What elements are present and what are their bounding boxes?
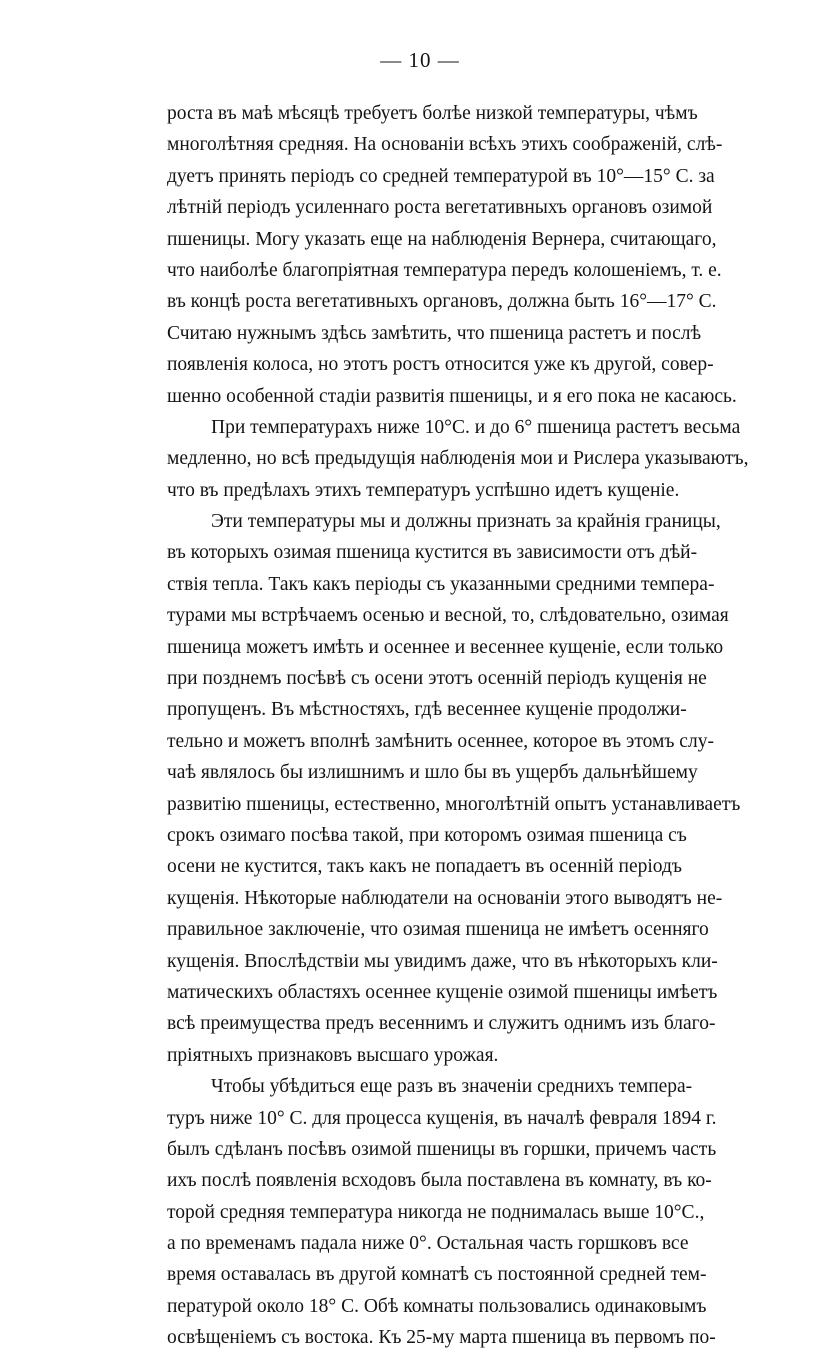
text-line: кущенія. Впослѣдствіи мы увидимъ даже, что въ нѣкоторыхъ кли- — [167, 950, 718, 972]
text-line: при позднемъ посѣвѣ съ осени этотъ осенній періодъ кущенія не — [167, 668, 707, 690]
text-line: осени не кустится, такъ какъ не попадаетъ въ осенній періодъ — [167, 856, 682, 878]
text-line: тельно и можетъ вполнѣ замѣнить осеннее, которое въ этомъ слу- — [167, 730, 714, 752]
text-line: роста въ маѣ мѣсяцѣ требуетъ болѣе низкой температуры, чѣмъ — [167, 103, 698, 124]
text-line: что въ предѣлахъ этихъ температуръ успѣшно идетъ кущеніе. — [167, 479, 680, 501]
text-line: матическихъ областяхъ осеннее кущеніе озимой пшеницы имѣетъ — [167, 981, 718, 1003]
text-line: время оставалась въ другой комнатѣ съ постоянной средней тем- — [167, 1264, 707, 1286]
text-line: Чтобы убѣдиться еще разъ въ значеніи среднихъ темпера- — [211, 1076, 693, 1098]
paragraph — [167, 506, 741, 1071]
text-line: шенно особенной стадіи развитія пшеницы, и я его пока не касаюсь. — [167, 385, 737, 407]
text-line: кущенія. Нѣкоторые наблюдатели на основаніи этого выводятъ не- — [167, 887, 723, 909]
text-line: многолѣтняя средняя. На основаніи всѣхъ этихъ соображеній, слѣ- — [167, 134, 723, 156]
page-number: — 10 — — [380, 48, 460, 72]
text-line: пшеница можетъ имѣть и осеннее и весеннее кущеніе, если только — [167, 636, 724, 658]
text-line: въ концѣ роста вегетативныхъ органовъ, должна быть 16°—17° С. — [167, 291, 717, 313]
text-line: пературой около 18° С. Обѣ комнаты пользовались одинаковымъ — [167, 1295, 707, 1317]
text-line: медленно, но всѣ предыдущія наблюденія мои и Рислера указываютъ, — [167, 448, 749, 470]
text-line: что наиболѣе благопріятная температура передъ колошеніемъ, т. е. — [167, 259, 722, 281]
text-line: развитію пшеницы, естественно, многолѣтній опытъ устанавливаетъ — [167, 793, 741, 815]
text-line: а по временамъ падала ниже 0°. Остальная часть горшковъ все — [167, 1233, 689, 1255]
text-line: ихъ послѣ появленія всходовъ была поставлена въ комнату, въ ко- — [167, 1170, 712, 1192]
text-line: былъ сдѣланъ посѣвъ озимой пшеницы въ горшки, причемъ часть — [167, 1138, 717, 1160]
paragraph — [167, 98, 737, 412]
text-line: всѣ преимущества предъ весеннимъ и служитъ однимъ изъ благо- — [167, 1013, 716, 1035]
text-line: лѣтній періодъ усиленнаго роста вегетативныхъ органовъ озимой — [167, 197, 713, 219]
text-line: пріятныхъ признаковъ высшаго урожая. — [167, 1044, 499, 1066]
text-line: срокъ озимаго посѣва такой, при которомъ озимая пшеница съ — [167, 824, 687, 846]
text-line: ствія тепла. Такъ какъ періоды съ указанными средними темпера- — [167, 573, 715, 595]
text-line: чаѣ являлось бы излишнимъ и шло бы въ ущербъ дальнѣйшему — [167, 762, 698, 784]
paragraph — [167, 412, 749, 506]
text-line: въ которыхъ озимая пшеница кустится въ зависимости отъ дѣй- — [167, 542, 698, 564]
text-line: Эти температуры мы и должны признать за крайнія границы, — [211, 511, 721, 533]
text-line: пропущенъ. Въ мѣстностяхъ, гдѣ весеннее кущеніе продолжи- — [167, 699, 687, 721]
text-line: появленія колоса, но этотъ ростъ относится уже къ другой, совер- — [167, 354, 714, 376]
text-line: освѣщеніемъ съ востока. Къ 25-му марта пшеница въ первомъ по- — [167, 1327, 716, 1349]
text-line: туръ ниже 10° С. для процесса кущенія, въ началѣ февраля 1894 г. — [167, 1107, 717, 1129]
text-line: Считаю нужнымъ здѣсь замѣтить, что пшеница растетъ и послѣ — [167, 322, 702, 344]
paragraph — [167, 1071, 717, 1354]
text-line: При температурахъ ниже 10°С. и до 6° пшеница растетъ весьма — [211, 416, 741, 438]
text-line: дуетъ принять періодъ со средней температурой въ 10°—15° С. за — [167, 165, 715, 187]
text-line: пшеницы. Могу указать еще на наблюденія Вернера, считающаго, — [167, 228, 717, 250]
text-line: торой средняя температура никогда не поднималась выше 10°С., — [167, 1201, 705, 1223]
body-text — [167, 98, 749, 1354]
text-line: правильное заключеніе, что озимая пшеница не имѣетъ осенняго — [167, 919, 709, 941]
text-line: турами мы встрѣчаемъ осенью и весной, то, слѣдовательно, озимая — [167, 605, 729, 627]
